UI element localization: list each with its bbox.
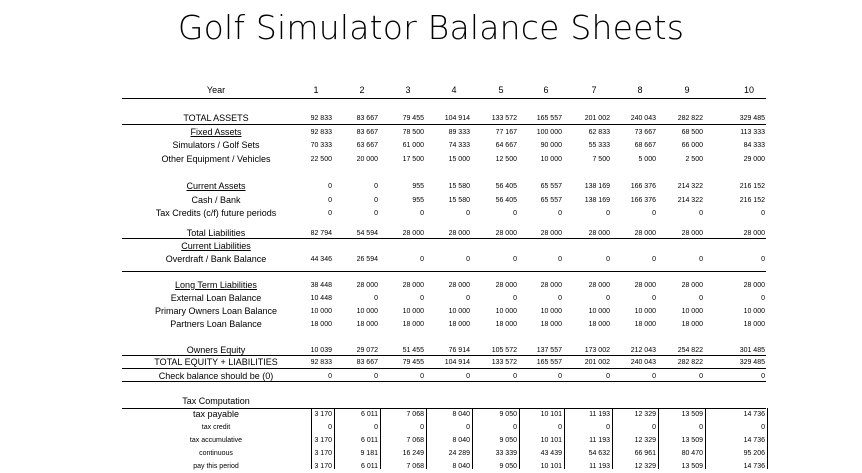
- vertical-rule: [519, 408, 520, 469]
- value-cell: 10 101: [540, 411, 562, 418]
- value-cell: 11 193: [589, 463, 610, 470]
- value-cell: 13 509: [681, 411, 703, 418]
- value-cell: 61 000: [402, 142, 424, 149]
- value-cell: 0: [606, 210, 610, 217]
- row-label: Total Liabilities: [186, 228, 246, 238]
- value-cell: 92 833: [310, 359, 332, 366]
- value-cell: 28 000: [356, 282, 378, 289]
- value-cell: 0: [328, 210, 332, 217]
- value-cell: 0: [761, 295, 765, 302]
- year-header-cell: 4: [451, 85, 457, 95]
- value-cell: 63 667: [356, 142, 378, 149]
- value-cell: 0: [652, 424, 656, 431]
- value-cell: 24 289: [448, 450, 470, 457]
- value-cell: 0: [374, 210, 378, 217]
- value-cell: 0: [558, 256, 562, 263]
- value-cell: 10 000: [310, 308, 332, 315]
- value-cell: 74 333: [448, 142, 470, 149]
- vertical-rule: [658, 408, 659, 469]
- value-cell: 201 002: [584, 359, 610, 366]
- value-cell: 79 455: [402, 115, 424, 122]
- value-cell: 8 040: [452, 411, 470, 418]
- value-cell: 78 500: [402, 129, 424, 136]
- value-cell: 0: [374, 183, 378, 190]
- row-label: Primary Owners Loan Balance: [154, 306, 278, 316]
- value-cell: 83 667: [356, 115, 378, 122]
- value-cell: 89 333: [448, 129, 470, 136]
- value-cell: 0: [606, 373, 610, 380]
- value-cell: 14 736: [743, 463, 765, 470]
- value-cell: 56 405: [495, 183, 517, 190]
- value-cell: 43 439: [540, 450, 562, 457]
- value-cell: 18 000: [402, 321, 424, 328]
- table-row: [0, 434, 862, 447]
- value-cell: 64 667: [495, 142, 517, 149]
- value-cell: 15 580: [448, 183, 470, 190]
- value-cell: 26 594: [356, 256, 378, 263]
- value-cell: 0: [513, 295, 517, 302]
- value-cell: 173 002: [584, 347, 610, 354]
- horizontal-rule: [122, 271, 766, 272]
- value-cell: 2 500: [685, 156, 703, 163]
- value-cell: 0: [558, 295, 562, 302]
- value-cell: 0: [652, 373, 656, 380]
- row-label: Current Liabilities: [181, 241, 251, 251]
- row-label: tax payable: [192, 409, 240, 419]
- value-cell: 28 000: [540, 230, 562, 237]
- value-cell: 8 040: [452, 437, 470, 444]
- value-cell: 10 000: [588, 308, 610, 315]
- value-cell: 301 485: [739, 347, 765, 354]
- value-cell: 28 000: [448, 282, 470, 289]
- value-cell: 8 040: [452, 463, 470, 470]
- table-row: [0, 421, 862, 434]
- value-cell: 0: [420, 256, 424, 263]
- row-label: Tax Computation: [182, 396, 250, 406]
- table-row: [0, 253, 862, 266]
- row-label: TOTAL EQUITY + LIABILITIES: [154, 357, 278, 367]
- value-cell: 14 736: [743, 411, 765, 418]
- value-cell: 0: [513, 373, 517, 380]
- value-cell: 0: [420, 373, 424, 380]
- value-cell: 18 000: [356, 321, 378, 328]
- value-cell: 0: [558, 210, 562, 217]
- value-cell: 29 000: [743, 156, 765, 163]
- value-cell: 0: [699, 373, 703, 380]
- value-cell: 80 470: [681, 450, 703, 457]
- value-cell: 95 206: [743, 450, 765, 457]
- row-label: Current Assets: [186, 181, 246, 191]
- value-cell: 11 193: [589, 437, 610, 444]
- value-cell: 18 000: [540, 321, 562, 328]
- value-cell: 0: [699, 210, 703, 217]
- table-row: [0, 395, 862, 408]
- value-cell: 0: [374, 424, 378, 431]
- value-cell: 7 068: [406, 411, 424, 418]
- row-label: External Loan Balance: [170, 293, 262, 303]
- value-cell: 28 000: [588, 230, 610, 237]
- value-cell: 84 333: [743, 142, 765, 149]
- value-cell: 82 794: [310, 230, 332, 237]
- value-cell: 68 667: [634, 142, 656, 149]
- value-cell: 10 101: [540, 437, 562, 444]
- value-cell: 5 000: [638, 156, 656, 163]
- row-label: Overdraft / Bank Balance: [165, 254, 267, 264]
- value-cell: 105 572: [491, 347, 517, 354]
- vertical-rule: [472, 408, 473, 469]
- value-cell: 12 500: [495, 156, 517, 163]
- value-cell: 113 333: [740, 129, 765, 136]
- value-cell: 165 557: [536, 359, 562, 366]
- value-cell: 138 169: [584, 197, 610, 204]
- value-cell: 68 500: [681, 129, 703, 136]
- value-cell: 51 455: [402, 347, 424, 354]
- value-cell: 6 011: [361, 437, 378, 444]
- value-cell: 28 000: [402, 282, 424, 289]
- value-cell: 955: [412, 183, 424, 190]
- vertical-rule: [426, 408, 427, 469]
- year-header-cell: 6: [543, 85, 549, 95]
- value-cell: 18 000: [743, 321, 765, 328]
- value-cell: 55 333: [588, 142, 610, 149]
- value-cell: 12 329: [634, 463, 656, 470]
- value-cell: 10 000: [495, 308, 517, 315]
- value-cell: 0: [374, 373, 378, 380]
- table-row: [0, 318, 862, 331]
- table-row: [0, 139, 862, 152]
- value-cell: 212 043: [630, 347, 656, 354]
- value-cell: 166 376: [630, 197, 656, 204]
- value-cell: 0: [699, 256, 703, 263]
- horizontal-rule: [122, 238, 766, 239]
- value-cell: 70 333: [310, 142, 332, 149]
- value-cell: 73 667: [634, 129, 656, 136]
- value-cell: 0: [374, 197, 378, 204]
- value-cell: 28 000: [495, 230, 517, 237]
- value-cell: 137 557: [536, 347, 562, 354]
- value-cell: 13 509: [681, 463, 703, 470]
- row-label: tax accumulative: [189, 437, 243, 444]
- row-label: TOTAL ASSETS: [183, 113, 249, 123]
- value-cell: 216 152: [739, 197, 765, 204]
- vertical-rule: [564, 408, 565, 469]
- row-label: Partners Loan Balance: [170, 319, 262, 329]
- value-cell: 83 667: [356, 359, 378, 366]
- value-cell: 28 000: [634, 282, 656, 289]
- value-cell: 44 346: [310, 256, 332, 263]
- value-cell: 38 448: [310, 282, 332, 289]
- value-cell: 0: [558, 424, 562, 431]
- value-cell: 216 152: [739, 183, 765, 190]
- value-cell: 83 667: [356, 129, 378, 136]
- year-header-cell: 5: [498, 85, 504, 95]
- value-cell: 240 043: [630, 359, 656, 366]
- value-cell: 0: [699, 424, 703, 431]
- page-title: Golf Simulator Balance Sheets: [177, 8, 685, 47]
- value-cell: 76 914: [448, 347, 470, 354]
- value-cell: 15 000: [448, 156, 470, 163]
- value-cell: 166 376: [630, 183, 656, 190]
- value-cell: 28 000: [634, 230, 656, 237]
- value-cell: 133 572: [491, 115, 517, 122]
- row-label: Simulators / Golf Sets: [172, 140, 260, 150]
- row-label: pay this period: [193, 463, 239, 470]
- value-cell: 0: [513, 424, 517, 431]
- value-cell: 0: [374, 295, 378, 302]
- table-row: [0, 180, 862, 193]
- year-header-label: Year: [206, 85, 226, 95]
- value-cell: 10 000: [540, 308, 562, 315]
- horizontal-rule: [122, 355, 766, 356]
- value-cell: 92 833: [310, 115, 332, 122]
- vertical-rule: [334, 408, 335, 469]
- value-cell: 0: [328, 183, 332, 190]
- year-header-cell: 9: [684, 85, 690, 95]
- table-row: [0, 240, 862, 253]
- value-cell: 282 822: [677, 359, 703, 366]
- value-cell: 0: [606, 256, 610, 263]
- value-cell: 0: [606, 424, 610, 431]
- value-cell: 329 485: [739, 115, 765, 122]
- horizontal-rule: [122, 408, 766, 409]
- value-cell: 0: [761, 373, 765, 380]
- value-cell: 0: [513, 256, 517, 263]
- value-cell: 18 000: [448, 321, 470, 328]
- year-header-cell: 3: [405, 85, 411, 95]
- value-cell: 10 000: [448, 308, 470, 315]
- value-cell: 28 000: [588, 282, 610, 289]
- value-cell: 0: [328, 373, 332, 380]
- value-cell: 15 580: [448, 197, 470, 204]
- value-cell: 0: [466, 424, 470, 431]
- value-cell: 100 000: [536, 129, 562, 136]
- value-cell: 214 322: [677, 183, 703, 190]
- value-cell: 17 500: [402, 156, 424, 163]
- header-row: [0, 84, 862, 97]
- value-cell: 240 043: [630, 115, 656, 122]
- value-cell: 0: [420, 424, 424, 431]
- value-cell: 138 169: [584, 183, 610, 190]
- value-cell: 18 000: [310, 321, 332, 328]
- table-row: [0, 305, 862, 318]
- value-cell: 0: [420, 295, 424, 302]
- vertical-rule: [380, 408, 381, 469]
- value-cell: 28 000: [743, 282, 765, 289]
- value-cell: 10 000: [681, 308, 703, 315]
- value-cell: 3 170: [314, 450, 332, 457]
- value-cell: 214 322: [677, 197, 703, 204]
- value-cell: 10 000: [356, 308, 378, 315]
- row-label: Cash / Bank: [191, 195, 241, 205]
- row-label: Fixed Assets: [190, 127, 242, 137]
- row-label: Tax Credits (c/f) future periods: [155, 208, 277, 218]
- value-cell: 18 000: [495, 321, 517, 328]
- value-cell: 28 000: [681, 282, 703, 289]
- value-cell: 12 329: [634, 437, 656, 444]
- horizontal-rule: [122, 98, 766, 99]
- value-cell: 54 632: [588, 450, 610, 457]
- value-cell: 0: [699, 295, 703, 302]
- row-label: Other Equipment / Vehicles: [161, 154, 271, 164]
- value-cell: 9 050: [499, 411, 517, 418]
- value-cell: 10 101: [540, 463, 562, 470]
- value-cell: 165 557: [536, 115, 562, 122]
- value-cell: 6 011: [361, 411, 378, 418]
- vertical-rule: [612, 408, 613, 469]
- table-row: [0, 126, 862, 139]
- value-cell: 10 448: [310, 295, 332, 302]
- value-cell: 7 068: [406, 437, 424, 444]
- value-cell: 0: [466, 295, 470, 302]
- table-row: [0, 194, 862, 207]
- horizontal-rule: [122, 381, 766, 382]
- value-cell: 0: [606, 295, 610, 302]
- value-cell: 29 072: [356, 347, 378, 354]
- row-label: tax credit: [201, 424, 231, 431]
- value-cell: 133 572: [491, 359, 517, 366]
- horizontal-rule: [122, 368, 766, 369]
- value-cell: 0: [420, 210, 424, 217]
- table-row: [0, 447, 862, 460]
- value-cell: 0: [761, 424, 765, 431]
- value-cell: 3 170: [314, 437, 332, 444]
- value-cell: 104 914: [444, 359, 470, 366]
- value-cell: 254 822: [677, 347, 703, 354]
- value-cell: 92 833: [310, 129, 332, 136]
- value-cell: 79 455: [402, 359, 424, 366]
- year-header-cell: 7: [591, 85, 597, 95]
- value-cell: 16 249: [402, 450, 424, 457]
- value-cell: 11 193: [589, 411, 610, 418]
- value-cell: 0: [761, 210, 765, 217]
- value-cell: 28 000: [495, 282, 517, 289]
- row-label: Check balance should be (0): [158, 371, 274, 381]
- value-cell: 28 000: [540, 282, 562, 289]
- value-cell: 56 405: [495, 197, 517, 204]
- year-header-cell: 8: [637, 85, 643, 95]
- value-cell: 0: [328, 197, 332, 204]
- value-cell: 28 000: [743, 230, 765, 237]
- value-cell: 10 039: [310, 347, 332, 354]
- value-cell: 65 557: [540, 183, 562, 190]
- value-cell: 329 485: [739, 359, 765, 366]
- value-cell: 65 557: [540, 197, 562, 204]
- value-cell: 9 050: [499, 463, 517, 470]
- value-cell: 10 000: [634, 308, 656, 315]
- value-cell: 62 833: [588, 129, 610, 136]
- value-cell: 0: [513, 210, 517, 217]
- table-row: [0, 292, 862, 305]
- row-label: Owners Equity: [186, 345, 246, 355]
- value-cell: 0: [466, 210, 470, 217]
- value-cell: 955: [412, 197, 424, 204]
- value-cell: 7 068: [406, 463, 424, 470]
- vertical-rule: [311, 408, 312, 469]
- vertical-rule: [705, 408, 706, 469]
- value-cell: 10 000: [743, 308, 765, 315]
- value-cell: 18 000: [681, 321, 703, 328]
- value-cell: 3 170: [314, 411, 332, 418]
- value-cell: 14 736: [743, 437, 765, 444]
- vertical-rule: [767, 408, 768, 469]
- value-cell: 28 000: [448, 230, 470, 237]
- value-cell: 28 000: [681, 230, 703, 237]
- value-cell: 0: [558, 373, 562, 380]
- value-cell: 12 329: [634, 411, 656, 418]
- value-cell: 0: [652, 210, 656, 217]
- value-cell: 66 961: [634, 450, 656, 457]
- value-cell: 0: [761, 256, 765, 263]
- value-cell: 77 167: [495, 129, 517, 136]
- value-cell: 3 170: [314, 463, 332, 470]
- row-label: Long Term Liabilities: [175, 280, 257, 290]
- year-header-cell: 2: [359, 85, 365, 95]
- value-cell: 7 500: [592, 156, 610, 163]
- row-label: continuous: [199, 450, 233, 457]
- value-cell: 0: [466, 373, 470, 380]
- value-cell: 0: [466, 256, 470, 263]
- year-header-cell: 1: [313, 85, 319, 95]
- value-cell: 282 822: [677, 115, 703, 122]
- table-row: [0, 207, 862, 220]
- value-cell: 18 000: [588, 321, 610, 328]
- horizontal-rule: [122, 124, 766, 125]
- value-cell: 9 181: [360, 450, 378, 457]
- value-cell: 13 509: [681, 437, 703, 444]
- value-cell: 0: [652, 295, 656, 302]
- table-row: [0, 279, 862, 292]
- value-cell: 20 000: [356, 156, 378, 163]
- value-cell: 66 000: [681, 142, 703, 149]
- value-cell: 33 339: [495, 450, 517, 457]
- value-cell: 6 011: [361, 463, 378, 470]
- value-cell: 0: [328, 424, 332, 431]
- value-cell: 0: [652, 256, 656, 263]
- value-cell: 10 000: [540, 156, 562, 163]
- value-cell: 90 000: [540, 142, 562, 149]
- value-cell: 201 002: [584, 115, 610, 122]
- value-cell: 54 594: [356, 230, 378, 237]
- table-row: [0, 460, 862, 473]
- table-row: [0, 408, 862, 421]
- value-cell: 9 050: [499, 437, 517, 444]
- value-cell: 22 500: [310, 156, 332, 163]
- value-cell: 18 000: [634, 321, 656, 328]
- year-header-cell: 10: [743, 85, 754, 95]
- value-cell: 104 914: [444, 115, 470, 122]
- value-cell: 10 000: [402, 308, 424, 315]
- table-row: [0, 153, 862, 166]
- value-cell: 28 000: [402, 230, 424, 237]
